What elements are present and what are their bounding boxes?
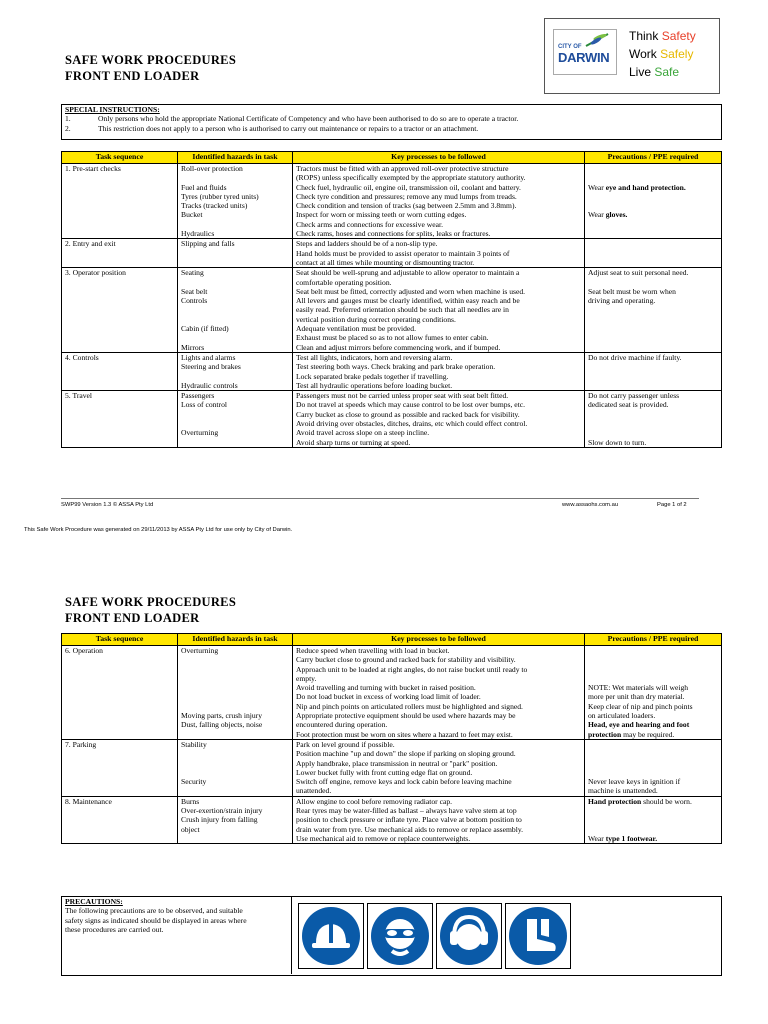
precaution-text: Never leave keys in ignition if (588, 777, 681, 787)
hazards-cell (178, 352, 293, 390)
hazard-line: Loss of control (181, 400, 227, 410)
precautions-cell (585, 352, 722, 390)
process-line: All levers and gauges must be clearly identified, within easy reach and be (296, 296, 520, 306)
process-line: Avoid sharp turns or turning at speed. (296, 437, 411, 447)
table-row (62, 164, 722, 239)
title-line1: SAFE WORK PROCEDURES (65, 53, 237, 67)
hazard-line: object (181, 824, 200, 834)
document-title (65, 52, 236, 84)
process-line: Reduce speed when travelling with load in bucket. (296, 646, 450, 655)
process-line: Hand holds must be provided to assist operator to maintain 3 points of (296, 248, 510, 258)
process-line: Lower bucket fully with front cutting edge flat on ground. (296, 767, 473, 777)
precaution-line (588, 834, 718, 843)
process-line: Rear tyres may be water-filled as ballast – always have valve stem at top (296, 806, 517, 816)
hazard-line (181, 333, 289, 342)
process-line: Check arms and connections for excessive wear. (296, 219, 443, 229)
precaution-line (588, 692, 718, 701)
hazard-line (181, 665, 289, 674)
precaution-emphasis: gloves. (605, 210, 628, 220)
title-line2: FRONT END LOADER (65, 69, 200, 83)
precaution-line (588, 806, 718, 815)
precaution-line (588, 777, 718, 786)
process-line: Park on level ground if possible. (296, 739, 395, 749)
process-line: Exhaust must be placed so as to not allow fumes to enter cabin. (296, 333, 489, 343)
procedures-table-page2 (61, 633, 722, 844)
table-row (62, 391, 722, 448)
footer-page-number: Page 1 of 2 (657, 502, 687, 508)
precaution-text: machine is unattended. (588, 786, 658, 796)
title-line2: FRONT END LOADER (65, 611, 200, 625)
process-line: unattended. (296, 786, 332, 796)
slogan-line-2: Work Safely (629, 47, 694, 61)
hazard-line (181, 759, 289, 768)
hazard-line: Hydraulic controls (181, 380, 238, 390)
hazard-line (181, 674, 289, 683)
processes-cell (293, 239, 585, 268)
precaution-line (588, 183, 718, 192)
hazard-line: Steering and brakes (181, 362, 241, 372)
precautions-cell (585, 239, 722, 268)
process-line: Use mechanical aid to remove or replace counterweights. (296, 833, 471, 843)
precaution-text: Adjust seat to suit personal need. (588, 268, 689, 278)
process-line: Switch off engine, remove keys and lock cabin before leaving machine (296, 777, 512, 787)
processes-cell (293, 268, 585, 353)
dragonfly-icon (584, 32, 612, 48)
footer-version: SWP99 Version 1.3 © ASSA Pty Ltd (61, 502, 154, 508)
precaution-text: driving and operating. (588, 296, 656, 306)
hazard-line (181, 655, 289, 664)
processes-cell (293, 796, 585, 843)
special-instruction-1: 1. Only persons who hold the appropriate National Certificate of Competency and who have been authorised to do so are to operate a tractor. (65, 114, 519, 124)
precaution-line (588, 164, 718, 173)
hazard-line (181, 768, 289, 777)
hazard-line: Burns (181, 796, 200, 806)
precaution-line (588, 296, 718, 305)
hazard-line: Overturning (181, 428, 219, 438)
hazard-line: Moving parts, crush injury (181, 711, 262, 721)
table-header-row (62, 634, 722, 646)
process-line: Check tyre condition and pressures; remove any mud lumps from treads. (296, 191, 517, 201)
process-line: Do not load bucket in excess of working load limit of loader. (296, 692, 481, 702)
process-line: Tractors must be fitted with an approved roll-over protective structure (296, 164, 509, 173)
column-header: Key processes to be followed (293, 152, 585, 164)
hazard-line: Seating (181, 268, 204, 278)
precaution-text: Wear (588, 210, 606, 220)
precaution-line (588, 410, 718, 419)
processes-cell (293, 164, 585, 239)
precaution-text: Slow down to turn. (588, 437, 647, 447)
processes-cell (293, 646, 585, 740)
process-line: Steps and ladders should be of a non-slip type. (296, 239, 438, 249)
hazards-cell (178, 164, 293, 239)
precaution-emphasis: type 1 footwear. (605, 833, 658, 843)
hazard-line: Lights and alarms (181, 352, 236, 362)
process-line: (ROPS) unless specifically exempted by the appropriate statutory authority. (296, 173, 526, 183)
process-line: Allow engine to cool before removing radiator cap. (296, 796, 453, 806)
footer-generated-note: This Safe Work Procedure was generated on 29/11/2013 by ASSA Pty Ltd for use only by City of Darwin. (24, 527, 293, 533)
precaution-line (588, 655, 718, 664)
process-line: Inspect for worn or missing teeth or worn cutting edges. (296, 210, 467, 220)
task-sequence-cell: 6. Operation (62, 646, 178, 740)
precautions-cell (585, 164, 722, 239)
processes-cell (293, 352, 585, 390)
city-of-darwin-logo (553, 29, 617, 75)
slogan-line-1: Think Safety (629, 29, 696, 43)
precaution-line (588, 278, 718, 287)
precaution-line (588, 287, 718, 296)
precaution-line (588, 268, 718, 277)
process-line: empty. (296, 673, 317, 683)
precaution-line (588, 210, 718, 219)
table-row (62, 239, 722, 268)
column-header: Identified hazards in task (178, 634, 293, 646)
hazard-line: Overturning (181, 646, 219, 655)
precautions-text-line: The following precautions are to be observed, and suitable (65, 906, 243, 916)
table-header-row (62, 152, 722, 164)
precautions-cell (585, 796, 722, 843)
process-line: drain water from tyre. Use mechanical aids to remove or replace assembly. (296, 824, 524, 834)
hazard-line: Crush injury from falling (181, 815, 258, 825)
title-line1: SAFE WORK PROCEDURES (65, 595, 237, 609)
task-sequence-cell: 1. Pre-start checks (62, 164, 178, 239)
hazard-line: Mirrors (181, 342, 205, 352)
precaution-line (588, 740, 718, 749)
column-header: Task sequence (62, 634, 178, 646)
task-sequence-cell: 7. Parking (62, 739, 178, 796)
precaution-line (588, 711, 718, 720)
hazard-line (181, 410, 289, 419)
process-line: Approach unit to be loaded at right angles, do not raise bucket until ready to (296, 664, 528, 674)
process-line: Clean and adjust mirrors before commencing work, and if bumped. (296, 342, 501, 352)
precaution-line (588, 786, 718, 795)
hazard-line (181, 305, 289, 314)
hazard-line (181, 372, 289, 381)
processes-cell (293, 391, 585, 448)
precaution-line (588, 428, 718, 437)
footer-website: www.assaohs.com.au (562, 502, 619, 508)
safety-boots-sign-icon (505, 903, 571, 969)
process-line: Test all hydraulic operations before loading bucket. (296, 380, 453, 390)
hazard-line: Cabin (if fitted) (181, 324, 229, 334)
hazards-cell (178, 391, 293, 448)
column-header: Precautions / PPE required (585, 634, 722, 646)
precaution-text: more per unit than dry material. (588, 692, 685, 702)
precaution-text: Do not carry passenger unless (588, 391, 680, 401)
hazards-cell (178, 796, 293, 843)
precautions-cell (585, 391, 722, 448)
hazard-line: Fuel and fluids (181, 182, 227, 192)
hazard-line: Tracks (tracked units) (181, 201, 248, 211)
precautions-cell (585, 646, 722, 740)
precaution-emphasis: eye and hand protection. (605, 182, 686, 192)
hazard-line (181, 419, 289, 428)
process-line: Position machine "up and down" the slope if parking on sloping ground. (296, 749, 516, 759)
precautions-cell (585, 268, 722, 353)
precaution-text: should be worn. (641, 796, 692, 806)
process-line: comfortable operating position. (296, 277, 392, 287)
task-sequence-cell: 4. Controls (62, 352, 178, 390)
hazards-cell (178, 739, 293, 796)
precaution-line (588, 720, 718, 729)
task-sequence-cell: 3. Operator position (62, 268, 178, 353)
hearing-protection-sign-icon (436, 903, 502, 969)
precaution-line (588, 192, 718, 201)
process-line: Check condition and tension of tracks (sag between 2.5mm and 3.8mm). (296, 201, 517, 211)
task-sequence-cell: 5. Travel (62, 391, 178, 448)
process-line: Test steering both ways. Check braking and park brake operation. (296, 362, 496, 372)
eye-protection-sign-icon (367, 903, 433, 969)
precaution-line (588, 353, 718, 362)
hazard-line (181, 683, 289, 692)
precaution-line (588, 730, 718, 739)
column-header: Precautions / PPE required (585, 152, 722, 164)
precaution-emphasis: protection (588, 729, 622, 739)
precaution-line (588, 173, 718, 182)
hazards-cell (178, 268, 293, 353)
process-line: easily read. Preferred orientation should be such that all needles are in (296, 305, 509, 315)
slogan-line-3: Live Safe (629, 65, 680, 79)
hazard-line (181, 692, 289, 701)
column-header: Identified hazards in task (178, 152, 293, 164)
precaution-text: on articulated loaders. (588, 711, 656, 721)
precaution-text: dedicated seat is provided. (588, 400, 669, 410)
precautions-text-line: safety signs as indicated should be displayed in areas where (65, 915, 247, 925)
hazard-line: Hydraulics (181, 229, 215, 239)
precaution-line (588, 438, 718, 447)
table-row (62, 646, 722, 740)
hazard-line: Seat belt (181, 286, 208, 296)
precaution-line (588, 674, 718, 683)
precaution-text: may be required. (621, 729, 675, 739)
hazard-line: Over-exertion/strain injury (181, 806, 263, 816)
precaution-text: Wear (588, 182, 606, 192)
precaution-text: Seat belt must be worn when (588, 286, 676, 296)
precaution-emphasis: Hand protection (588, 796, 642, 806)
precaution-text: Wear (588, 833, 606, 843)
precaution-line (588, 400, 718, 409)
precaution-line (588, 815, 718, 824)
task-sequence-cell: 8. Maintenance (62, 796, 178, 843)
hazard-line: Bucket (181, 210, 203, 220)
process-line: Seat belt must be fitted, correctly adjusted and worn when machine is used. (296, 286, 526, 296)
precaution-emphasis: Head, eye and hearing and foot (588, 720, 690, 730)
precautions-divider (291, 896, 292, 974)
process-line: vertical position during correct operating conditions. (296, 314, 456, 324)
process-line: encountered during operation. (296, 720, 388, 730)
precaution-line (588, 665, 718, 674)
task-sequence-cell: 2. Entry and exit (62, 239, 178, 268)
hazard-line: Controls (181, 296, 208, 306)
hazard-line (181, 220, 289, 229)
table-row (62, 739, 722, 796)
hard-hat-sign-icon (298, 903, 364, 969)
hazard-line (181, 315, 289, 324)
processes-cell (293, 739, 585, 796)
table-row (62, 268, 722, 353)
precautions-cell (585, 739, 722, 796)
table-row (62, 796, 722, 843)
hazard-line: Stability (181, 739, 207, 749)
hazard-line (181, 749, 289, 758)
special-instructions-heading: SPECIAL INSTRUCTIONS: (65, 105, 160, 114)
process-line: contact at all times while mounting or dismounting tractor. (296, 257, 475, 267)
precautions-heading: PRECAUTIONS: (65, 897, 123, 906)
precautions-text-line: these procedures are carried out. (65, 924, 164, 934)
precaution-line (588, 419, 718, 428)
column-header: Key processes to be followed (293, 634, 585, 646)
process-line: Lock separated brake pedals together if travelling. (296, 371, 449, 381)
precaution-text: Keep clear of nip and pinch points (588, 701, 693, 711)
hazard-line (181, 278, 289, 287)
process-line: Foot protection must be worn on sites where a hazard to feet may exist. (296, 729, 513, 739)
process-line: Appropriate protective equipment should be used where hazards may be (296, 711, 516, 721)
hazard-line: Security (181, 777, 207, 787)
special-instruction-2: 2. This restriction does not apply to a person who is authorised to carry out maintenance or repairs to a tractor or an attachment. (65, 123, 479, 133)
process-line: Carry bucket as close to ground as possible and racked back for visibility. (296, 409, 520, 419)
process-line: Carry bucket close to ground and racked back for stability and visibility. (296, 655, 516, 665)
procedures-table-page1 (61, 151, 722, 448)
special-instructions-box (61, 104, 722, 140)
process-line: Do not travel at speeds which may cause control to be lost over bumps, etc. (296, 400, 526, 410)
precaution-text: NOTE: Wet materials will weigh (588, 683, 689, 693)
hazard-line: Tyres (rubber tyred units) (181, 191, 259, 201)
column-header: Task sequence (62, 152, 178, 164)
precaution-line (588, 391, 718, 400)
hazard-line: Dust, falling objects, noise (181, 720, 263, 730)
footer-rule (61, 498, 699, 499)
hazards-cell (178, 239, 293, 268)
logo-box (544, 18, 720, 94)
precaution-line (588, 797, 718, 806)
hazards-cell (178, 646, 293, 740)
process-line: Check rams, hoses and connections for splits, leaks or fractures. (296, 229, 491, 239)
hazard-line: Roll-over protection (181, 164, 243, 173)
process-line: position to check pressure or inflate tyre. Place valve at bottom position to (296, 815, 522, 825)
precaution-line (588, 702, 718, 711)
document-title-page2 (65, 594, 236, 626)
process-line: Avoid driving over obstacles, ditches, drains, etc which could effect control. (296, 419, 528, 429)
process-line: Avoid travelling and turning with bucket in raised position. (296, 683, 476, 693)
precaution-line (588, 759, 718, 768)
table-row (62, 352, 722, 390)
process-line: Test all lights, indicators, horn and reversing alarm. (296, 352, 453, 362)
precaution-line (588, 825, 718, 834)
precaution-line (588, 646, 718, 655)
process-line: Nip and pinch points on articulated rollers must be highlighted and signed. (296, 701, 523, 711)
process-line: Seat should be well-sprung and adjustable to allow operator to maintain a (296, 268, 520, 278)
process-line: Passengers must not be carried unless proper seat with seat belt fitted. (296, 391, 509, 401)
precaution-line (588, 749, 718, 758)
process-line: Apply handbrake, place transmission in neutral or "park" position. (296, 758, 498, 768)
process-line: Adequate ventilation must be provided. (296, 324, 416, 334)
precaution-text: Do not drive machine if faulty. (588, 352, 682, 362)
hazard-line (181, 173, 289, 182)
precaution-line (588, 683, 718, 692)
logo-darwin-text: DARWIN (558, 50, 610, 65)
hazard-line: Slipping and falls (181, 239, 235, 249)
process-line: Check fuel, hydraulic oil, engine oil, transmission oil, coolant and battery. (296, 182, 521, 192)
hazard-line: Passengers (181, 391, 215, 401)
process-line: Avoid travel across slope on a steep incline. (296, 428, 430, 438)
precaution-line (588, 768, 718, 777)
logo-city-text: CITY OF (558, 44, 582, 50)
precaution-line (588, 201, 718, 210)
hazard-line (181, 702, 289, 711)
